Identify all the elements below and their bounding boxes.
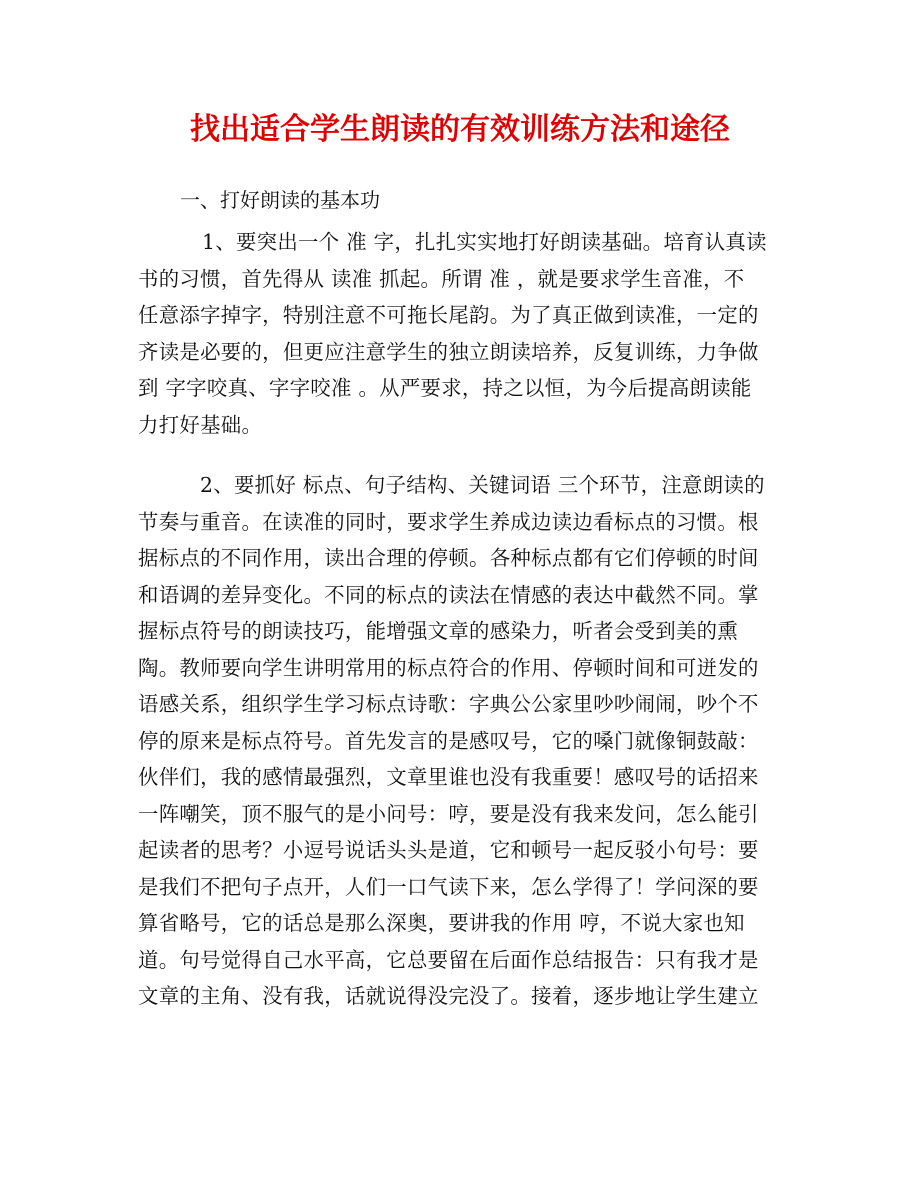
paragraph-2-line: 2、要抓好 标点、句子结构、关键词语 三个环节，注意朗读的 xyxy=(200,473,765,497)
paragraph-2-line: 握标点符号的朗读技巧，能增强文章的感染力，听者会受到美的熏 xyxy=(138,619,739,643)
paragraph-1-line: 齐读是必要的，但更应注意学生的独立朗读培养，反复训练，力争做 xyxy=(138,339,759,364)
paragraph-1-line: 力打好基础。 xyxy=(138,412,263,437)
paragraph-1-line: 书的习惯，首先得从 读准 抓起。所谓 准 ，就是要求学生音准，不 xyxy=(138,266,745,291)
paragraph-1-line: 1、要突出一个 准 字，扎扎实实地打好朗读基础。培育认真读 xyxy=(202,230,767,254)
section-heading: 一、打好朗读的基本功 xyxy=(180,188,380,212)
document-title: 找出适合学生朗读的有效训练方法和途径 xyxy=(190,112,730,147)
paragraph-2-line: 文章的主角、没有我，话就说得没完没了。接着，逐步地让学生建立 xyxy=(138,984,759,1008)
paragraph-2-line: 据标点的不同作用，读出合理的停顿。各种标点都有它们停顿的时间 xyxy=(138,546,759,570)
paragraph-2 xyxy=(138,467,788,1015)
paragraph-2-line: 停的原来是标点符号。首先发言的是感叹号，它的嗓门就像铜鼓敲： xyxy=(138,728,759,753)
paragraph-2-line: 一阵嘲笑，顶不服气的是小问号：哼，要是没有我来发问，怎么能引 xyxy=(138,801,759,826)
paragraph-2-line: 语感关系，组织学生学习标点诗歌：字典公公家里吵吵闹闹，吵个不 xyxy=(138,692,759,716)
paragraph-2-line: 算省略号，它的话总是那么深奥，要讲我的作用 哼，不说大家也知 xyxy=(138,911,745,935)
paragraph-1-line: 到 字字咬真、字字咬准 。从严要求，持之以恒，为今后提高朗读能 xyxy=(138,376,752,400)
paragraph-2-line: 是我们不把句子点开，人们一口气读下来，怎么学得了！学问深的要 xyxy=(138,874,759,899)
paragraph-1 xyxy=(138,224,788,443)
paragraph-2-line: 起读者的思考？小逗号说话头头是道，它和顿号一起反驳小句号：要 xyxy=(138,838,759,862)
paragraph-2-line: 道。句号觉得自己水平高，它总要留在后面作总结报告：只有我才是 xyxy=(138,947,759,972)
paragraph-2-line: 节奏与重音。在读准的同时，要求学生养成边读边看标点的习惯。根 xyxy=(138,509,759,534)
paragraph-2-line: 和语调的差异变化。不同的标点的读法在情感的表达中截然不同。掌 xyxy=(138,582,759,607)
paragraph-2-line: 伙伴们，我的感情最强烈，文章里谁也没有我重要！感叹号的话招来 xyxy=(138,765,759,789)
paragraph-1-line: 任意添字掉字，特别注意不可拖长尾韵。为了真正做到读准，一定的 xyxy=(138,303,759,327)
paragraph-2-line: 陶。教师要向学生讲明常用的标点符合的作用、停顿时间和可迸发的 xyxy=(138,655,759,680)
